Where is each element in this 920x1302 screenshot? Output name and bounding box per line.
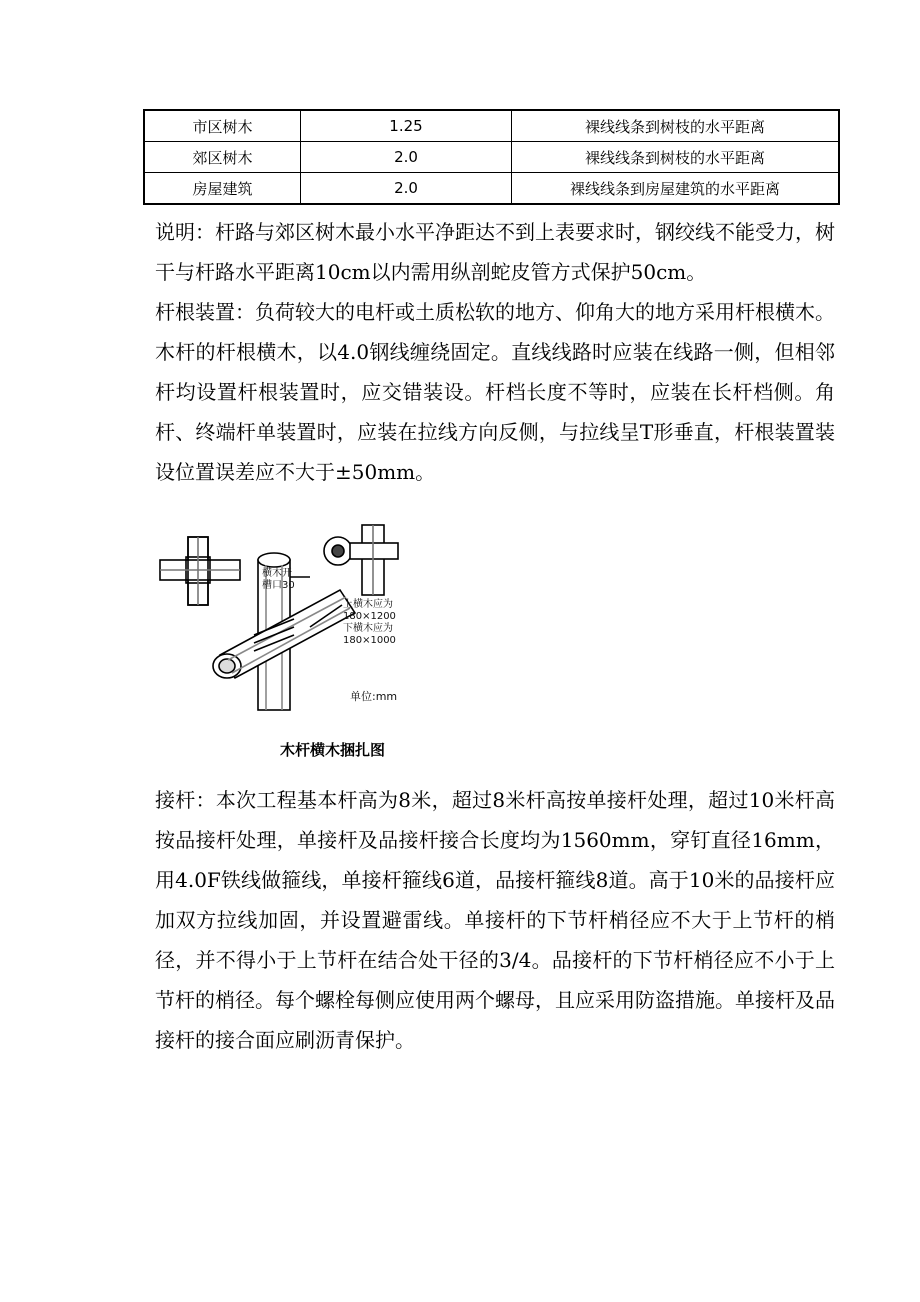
table-cell-object: 郊区树木 xyxy=(144,142,301,173)
table-row xyxy=(144,173,839,205)
lower-crossarm-size: 180×1000 xyxy=(343,635,396,646)
figure-caption: 木杆横木捆扎图 xyxy=(280,741,386,759)
table-cell-object: 房屋建筑 xyxy=(144,173,301,205)
pole-crossarm-illustration xyxy=(150,515,480,735)
table-cell-note: 裸线线条到房屋建筑的水平距离 xyxy=(512,173,840,205)
upper-crossarm-label: 上横木应为 xyxy=(343,599,393,610)
table-cell-distance: 2.0 xyxy=(301,142,512,173)
table-cell-note: 裸线线条到树枝的水平距离 xyxy=(512,142,840,173)
table-cell-note: 裸线线条到树枝的水平距离 xyxy=(512,110,840,142)
crossarm-binding-figure xyxy=(150,515,480,765)
lower-crossarm-label: 下横木应为 xyxy=(343,623,393,634)
groove-label: 横木开 槽口30 xyxy=(262,568,295,591)
root-device-paragraph: 杆根装置：负荷较大的电杆或土质松软的地方、仰角大的地方采用杆根横木。木杆的杆根横木，以4.0钢线缠绕固定。直线线路时应装在线路一侧，但相邻杆均设置杆根装置时，应交错装设。杆档长度不等时，应装在长杆档侧。角杆、终端杆单装置时，应装在拉线方向反侧，与拉线呈T形垂直，杆根装置装设位置误差应不大于±50mm。 xyxy=(155,300,835,484)
table-row xyxy=(144,142,839,173)
clearance-table xyxy=(143,109,840,205)
upper-crossarm-size: 180×1200 xyxy=(343,611,396,622)
table-cell-distance: 1.25 xyxy=(301,110,512,142)
table-row xyxy=(144,110,839,142)
note-paragraph: 说明：杆路与郊区树木最小水平净距达不到上表要求时，钢绞线不能受力，树干与杆路水平距离10cm以内需用纵剖蛇皮管方式保护50cm。 xyxy=(155,220,835,284)
table-cell-object: 市区树木 xyxy=(144,110,301,142)
unit-label: 单位:mm xyxy=(350,690,398,703)
splice-paragraph: 接杆：本次工程基本杆高为8米，超过8米杆高按单接杆处理，超过10米杆高按品接杆处理，单接杆及品接杆接合长度均为1560mm，穿钉直径16mm，用4.0F铁线做箍线，单接杆箍线6道，品接杆箍线8道。高于10米的品接杆应加双方拉线加固，并设置避雷线。单接杆的下节杆梢径应不大于上节杆的梢径，并不得小于上节杆在结合处干径的3/4。品接杆的下节杆梢径应不小于上节杆的梢径。每个螺栓每侧应使用两个螺母，且应采用防盗措施。单接杆及品接杆的接合面应刷沥青保护。 xyxy=(155,788,835,1052)
table-cell-distance: 2.0 xyxy=(301,173,512,205)
